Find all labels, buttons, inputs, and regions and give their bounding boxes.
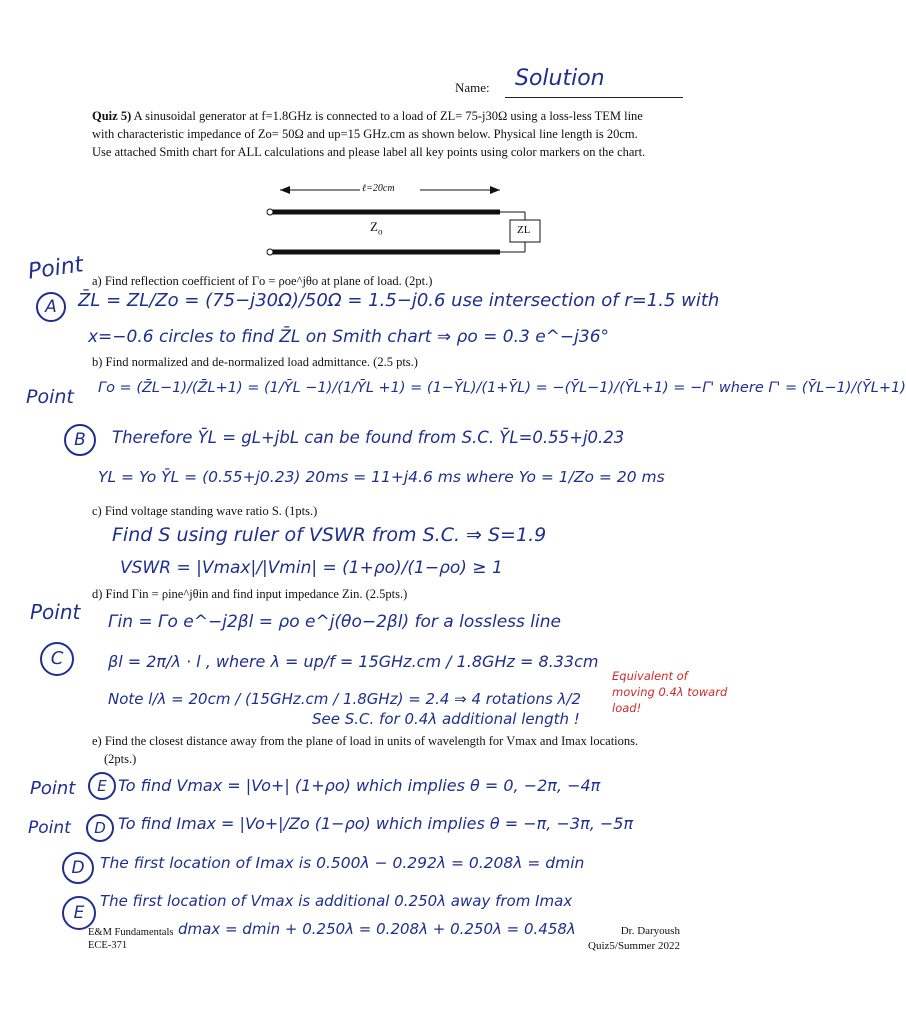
answer-c-line-2: VSWR = |Vmax|/|Vmin| = (1+ρo)/(1−ρo) ≥ 1	[120, 558, 503, 578]
answer-e-line-1: To find Vmax = |Vo+| (1+ρo) which implies θ = 0, −2π, −4π	[118, 776, 601, 795]
problem-statement	[92, 107, 692, 161]
arrow-head-right-icon	[490, 186, 500, 194]
answer-b-line-3: YL = Yo ȲL = (0.55+j0.23) 20ms = 11+j4.6 ms where Yo = 1/Zo = 20 ms	[98, 468, 665, 486]
point-marker-e: E	[62, 896, 96, 930]
point-label-b: Point	[26, 386, 74, 408]
answer-d-line-4: See S.C. for 0.4λ additional length !	[312, 710, 580, 728]
answer-c-line-1: Find S using ruler of VSWR from S.C. ⇒ S=1.9	[112, 524, 547, 546]
question-a: a) Find reflection coefficient of Γo = ρoe^jθo at plane of load. (2pt.)	[92, 274, 433, 288]
answer-a-line-2: x=−0.6 circles to find Z̄L on Smith chart ⇒ ρo = 0.3 e^−j36°	[88, 327, 610, 347]
answer-d-line-1: Γin = Γo e^−j2βl = ρo e^j(θo−2βl) for a lossless line	[108, 612, 561, 632]
course-code: ECE-371	[88, 940, 128, 951]
point-marker-a: A	[36, 292, 66, 322]
terminal-bottom-icon	[267, 249, 273, 255]
name-value: Solution	[515, 66, 605, 91]
intro-line-1: A sinusoidal generator at f=1.8GHz is connected to a load of ZL= 75-j30Ω using a loss-less TEM line	[133, 109, 643, 123]
answer-b-line-1: Γo = (Z̄L−1)/(Z̄L+1) = (1/ȲL −1)/(1/ȲL +1) = (1−ȲL)/(1+ȲL) = −(ȲL−1)/(ȲL+1) = −Γ' where Γ' = (ȲL−1)/(ȲL+1)	[98, 380, 906, 396]
answer-a-line-1: Z̄L = ZL/Zo = (75−j30Ω)/50Ω = 1.5−j0.6 use intersection of r=1.5 with	[78, 290, 720, 311]
point-label-d: Point	[28, 818, 71, 838]
instructor-name: Dr. Daryoush	[620, 925, 680, 937]
arrow-head-left-icon	[280, 186, 290, 194]
footer-left	[88, 926, 173, 952]
terminal-top-icon	[267, 209, 273, 215]
load-label: ZL	[517, 224, 531, 236]
answer-e-line-4: The first location of Vmax is additional 0.250λ away from Imax	[100, 892, 573, 910]
answer-e-line-5: dmax = dmin + 0.250λ = 0.208λ + 0.250λ = 0.458λ	[178, 920, 576, 938]
name-underline	[505, 97, 683, 98]
intro-line-2: with characteristic impedance of Zo= 50Ω and up=15 GHz.cm as shown below. Physical line length is 20cm.	[92, 127, 638, 141]
point-marker-c: C	[40, 642, 74, 676]
line-impedance-label: $Z_o$	[370, 219, 383, 237]
point-marker-b: B	[64, 424, 96, 456]
quiz-title: Quiz 5)	[92, 109, 132, 123]
answer-b-line-2: Therefore ȲL = gL+jbL can be found from S.C. ȲL=0.55+j0.23	[112, 428, 625, 447]
point-label-e: Point	[30, 778, 76, 799]
answer-d-line-2: βl = 2π/λ · l , where λ = up/f = 15GHz.cm / 1.8GHz = 8.33cm	[108, 652, 599, 671]
intro-line-3: Use attached Smith chart for ALL calculations and please label all key points using color markers on the chart.	[92, 145, 646, 159]
red-annotation: Equivalent of moving 0.4λ toward load!	[612, 669, 728, 715]
answer-e-line-3: The first location of Imax is 0.500λ − 0.292λ = 0.208λ = dmin	[100, 854, 585, 872]
question-e: e) Find the closest distance away from the plane of load in units of wavelength for Vmax and Imax locations. (2pts.)	[92, 734, 639, 766]
footer-right	[588, 924, 680, 954]
answer-d-line-3: Note l/λ = 20cm / (15GHz.cm / 1.8GHz) = 2.4 ⇒ 4 rotations λ/2	[108, 690, 582, 708]
answer-e-line-2: To find Imax = |Vo+|/Zo (1−ρo) which implies θ = −π, −3π, −5π	[118, 814, 634, 833]
quiz-term: Quiz5/Summer 2022	[588, 940, 680, 952]
transmission-line-diagram	[260, 180, 560, 260]
length-label: ℓ=20cm	[362, 183, 395, 194]
question-b: b) Find normalized and de-normalized load admittance. (2.5 pts.)	[92, 355, 418, 369]
point-marker-e-small: E	[88, 772, 116, 800]
point-marker-d: D	[62, 852, 94, 884]
point-label-c: Point	[30, 600, 81, 624]
question-c: c) Find voltage standing wave ratio S. (1pts.)	[92, 504, 318, 518]
name-label: Name:	[455, 80, 490, 95]
point-label-a: Point	[26, 252, 85, 285]
point-marker-d-small: D	[86, 814, 114, 842]
question-d: d) Find Γin = ρine^jθin and find input impedance Zin. (2.5pts.)	[92, 587, 408, 601]
course-name: E&M Fundamentals	[88, 927, 174, 938]
